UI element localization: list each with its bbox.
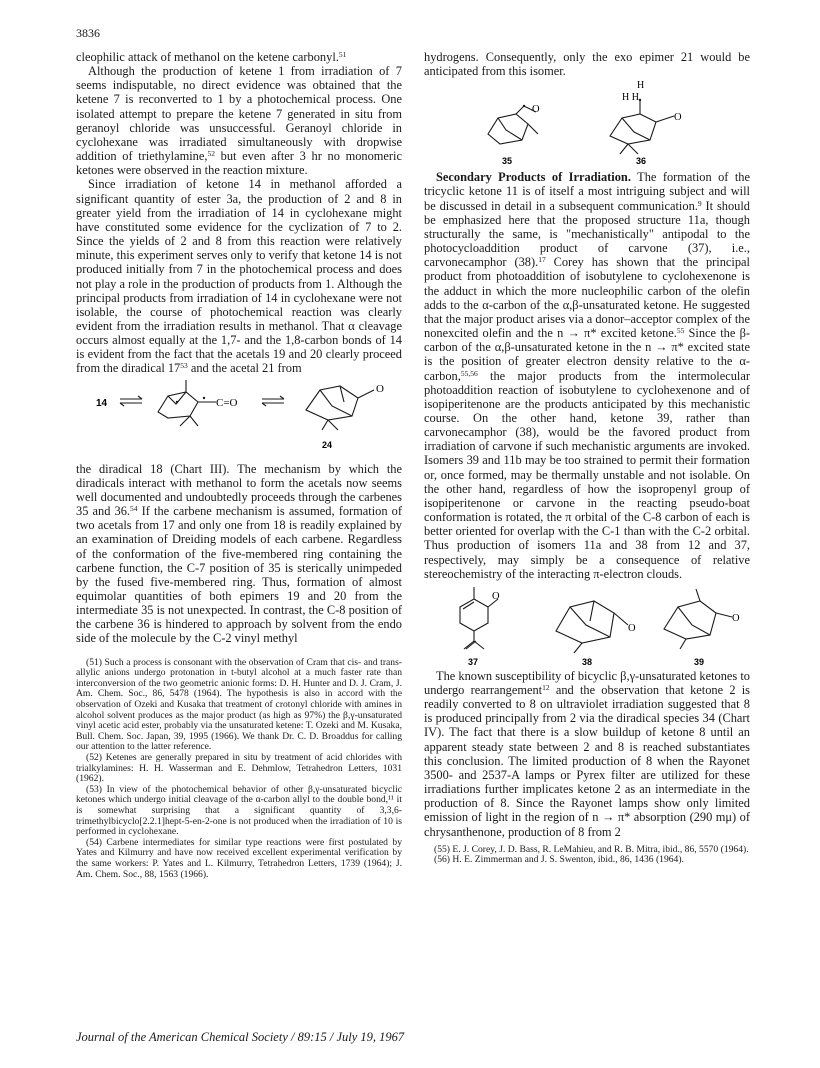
- paragraph-text: the major products from the intermolecular photoaddition reaction of isobutylene to cyclohexenone and of isopiperitenone are the products anticipated by this mechanistic course. On the other hand, ketone 39, rather than carvonecamphor (38), would be the favored product from irradiation of carvone if such mechanistic arguments are invoked. Isomers 39 and 11b may be too strained to permit their formation or, once formed, may be thermally unstable and not isolable. On the other hand, regardless of how the isopropenyl group of isopiperitenone or carvone in the reacting pseudo-boat conformation is rotated, the π orbital of the C-8 carbon of each is better oriented for overlap with the C-1 than with the C-2 orbital. Thus production of isomers 11a and 38 from 12 and 37, respectively, may simply be a consequence of relative stereochemistry of the interacting π-electron clouds.: [424, 368, 750, 581]
- paragraph-text: If the carbene mechanism is assumed, formation of two acetals from 17 and only one from 18 is readily explained by an examination of Dreiding models of each carbene. Regardless of the conformation of the five-membered ring containing the carbene function, the C-7 position of 35 is sterically unimpeded by the fused five-membered ring. Thus, formation of almost equimolar quantities of both epimers 19 and 20 from the intermediate 35 is not unexpected. In contrast, the C-8 position of the carbene 36 is hindered to approach by solvent from the endo side of the molecule by the C-2 vinyl methyl: [76, 504, 402, 646]
- paragraph-text: Since irradiation of ketone 14 in methanol afforded a significant quantity of ester 3a, the production of 2 and 8 in greater yield from the irradiation of 14 in cyclohexane might have constituted some evidence for the cyclization of 7 to 2. Since the yields of 2 and 8 from this reaction were relatively minute, this experiment serves only to verify that ketone 14 is not produced initially from 7 in the photochemical process and does not play a role in the production of products from 1. Although the principal products from irradiation of 14 in cyclohexane were not isolable, the course of photochemical reaction was clearly evident from the irradiation results in methanol. That α cleavage occurs almost equally at the 1,7- and the 1,8-carbon bonds of 14 is evident from the fact that the acetals 19 and 20 clearly proceed from the diradical 17: [76, 177, 402, 376]
- page-number: 3836: [76, 26, 100, 40]
- reaction-scheme-drawing: [76, 376, 402, 462]
- reference-superscript: 54: [130, 504, 138, 514]
- reference-superscript: 9: [697, 198, 702, 208]
- paragraph: hydrogens. Consequently, only the exo epimer 21 would be anticipated from this isomer.: [424, 50, 750, 79]
- structure-label-37: 37: [468, 656, 479, 667]
- paragraph: [76, 50, 402, 64]
- paragraph-text: the diradical 18 (Chart III). The mechanism by which the diradicals interact with methanol to form the acetals now seems well documented and undoubtedly proceeds through the carbenes 35 and 36.: [76, 461, 402, 519]
- paragraph-text: cleophilic attack of methanol on the ketene carbonyl.: [76, 50, 339, 64]
- reference-superscript: 17: [538, 255, 546, 265]
- structures-35-36-drawing: [424, 78, 750, 170]
- section-heading: Secondary Products of Irradiation.: [436, 170, 631, 185]
- scheme-label-14: 14: [96, 397, 108, 409]
- footnotes: [76, 658, 402, 880]
- footnote: (51) Such a process is consonant with the observation of Cram that cis- and trans-allylic anions undergo protonation in t-butyl alcohol at a much faster rate than interconversion of the two geometric anionic forms: D. H. Hunter and D. J. Cram, J. Am. Chem. Soc., 86, 5478 (1964). The hypothesis is also in accord with the observation of Ozeki and Kusaka that treatment of crotonyl chloride with amines in alcohol solvent produces as the major product (as high as 97%) the β,γ-unsaturated vinyl acetic acid ester, probably via the unsaturated ketene: T. Ozeki and M. Kusaka, Bull. Chem. Soc. Japan, 39, 1995 (1966). We thank Dr. C. D. Broaddus for calling our attention to the latter reference.: [76, 656, 402, 753]
- footnotes: [424, 845, 750, 866]
- scheme-label-oxygen: O: [376, 382, 384, 395]
- paragraph-text: The formation of the tricyclic ketone 11 is of itself a most intriguing subject and will be discussed in detail in a subsequent communication.: [424, 170, 750, 213]
- structures-37-38-39: [424, 581, 750, 669]
- reference-superscript: 52: [207, 149, 215, 159]
- structures-37-38-39-drawing: [424, 581, 750, 669]
- paragraph: [76, 177, 402, 375]
- structure-oxygen-39: O: [732, 612, 740, 624]
- footnote: (52) Ketenes are generally prepared in situ by treatment of acid chlorides with trialkylamines: H. H. Wasserman and E. Dehmlow, Tetrahedron Letters, 1031 (1962).: [76, 751, 402, 785]
- reaction-scheme: [76, 376, 402, 462]
- paragraph-text: Since the β-carbon of the α,β-unsaturated ketone in the n → π* excited state is the position of greater electron density relative to the α-carbon,: [424, 326, 750, 383]
- right-column: [424, 50, 750, 866]
- structure-label-36: 36: [636, 156, 647, 167]
- footnote: (55) E. J. Corey, J. D. Bass, R. LeMahieu, and R. B. Mitra, ibid., 86, 5570 (1964).: [434, 843, 749, 855]
- structure-hydrogen-pair: H H: [622, 92, 639, 104]
- footnote: (54) Carbene intermediates for similar type reactions were first postulated by Yates and Kilmurry and have now received excellent experimental verification by the same workers: P. Yates and L. Kilmurry, Tetrahedron Letters, 1739 (1964); J. Am. Chem. Soc., 88, 1563 (1966).: [76, 836, 402, 880]
- paragraph-text: The known susceptibility of bicyclic β,γ-unsaturated ketones to undergo rearrangement: [424, 668, 750, 697]
- paragraph: [424, 669, 750, 839]
- reference-superscript: 55,56: [460, 368, 478, 378]
- structure-oxygen-35: O: [532, 104, 540, 116]
- structure-label-35: 35: [502, 156, 513, 167]
- left-column: [76, 50, 402, 880]
- scheme-label-ketene: C=O: [216, 396, 238, 409]
- paragraph-text: and the observation that ketone 2 is readily converted to 8 on ultraviolet irradiation suggested that 8 is produced principally from 2 via the diradical species 34 (Chart IV). The fact that there is a slow buildup of ketone 8 until an apparent steady state between 2 and 8 is reached substantiates this conclusion. The limited production of 8 when the Rayonet 3500- and 2537-A lamps or Pyrex filter are utilized for these irradiations further implicates ketone 2 as an intermediate in the production of 8. Since the Rayonet lamps show only limited emission of light in the region of n → π* absorption (290 mμ) of chrysanthenone, production of 8 from 2: [424, 683, 750, 839]
- paragraph-text: Corey has shown that the principal product from photoaddition of isobutylene to cyclohexenone is the adduct in which the more nucleophilic carbon of the olefin adds to the α-carbon of the α,β-unsaturated ketone. He suggested that the major product arises via a donor–acceptor complex of the nonexcited olefin and the n → π* excited ketone.: [424, 255, 750, 341]
- footnote: (53) In view of the photochemical behavior of other β,γ-unsaturated bicyclic ketones which undergo initial cleavage of the α-carbon allyl to the double bond,¹¹ it is somewhat surprising that a significant quantity of 3,3,6-trimethylbicyclo[2.2.1]hept-5-en-2-one is not produced when the irradiation of 10 is performed in cyclohexane.: [76, 783, 402, 838]
- structure-label-38: 38: [582, 656, 593, 667]
- paragraph-text: and the acetal 21 from: [187, 361, 302, 376]
- structures-35-36: [424, 78, 750, 170]
- paragraph: [76, 462, 402, 646]
- paragraph-text: but even after 3 hr no monomeric ketones were observed in the reaction mixture.: [76, 149, 403, 178]
- reference-superscript: 51: [338, 50, 347, 59]
- structure-hydrogen-top: H: [637, 80, 645, 92]
- structure-oxygen-36: O: [674, 112, 682, 124]
- structure-label-39: 39: [694, 656, 705, 667]
- paragraph: [76, 64, 402, 177]
- journal-footer: Journal of the American Chemical Society / 89:15 / July 19, 1967: [76, 1030, 405, 1044]
- reference-superscript: 53: [180, 361, 188, 371]
- reference-superscript: 12: [542, 683, 550, 692]
- paragraph-text: Although the production of ketene 1 from irradiation of 7 seems indisputable, no direct evidence was obtained that the ketene 7 is reconverted to 1 by a photochemical process. One isolated attempt to prepare the ketene 7 generated in situ from geranoyl chloride was unsuccessful. Geranoyl chloride in cyclohexane was irradiated simultaneously with dropwise addition of triethylamine,: [76, 64, 402, 164]
- paragraph-text: It should be emphasized here that the proposed structure 11a, though structurally the same, is "mechanistically" antipodal to the photocycloaddition product of carvone (37), i.e., carvonecamphor (38).: [424, 198, 750, 270]
- structure-oxygen-37: O: [492, 590, 500, 602]
- paragraph: [424, 170, 750, 581]
- reference-superscript: 55: [676, 326, 685, 336]
- footnote: (56) H. E. Zimmerman and J. S. Swenton, ibid., 86, 1436 (1964).: [434, 854, 684, 866]
- structure-oxygen-38: O: [628, 622, 636, 634]
- scheme-label-24: 24: [322, 439, 333, 450]
